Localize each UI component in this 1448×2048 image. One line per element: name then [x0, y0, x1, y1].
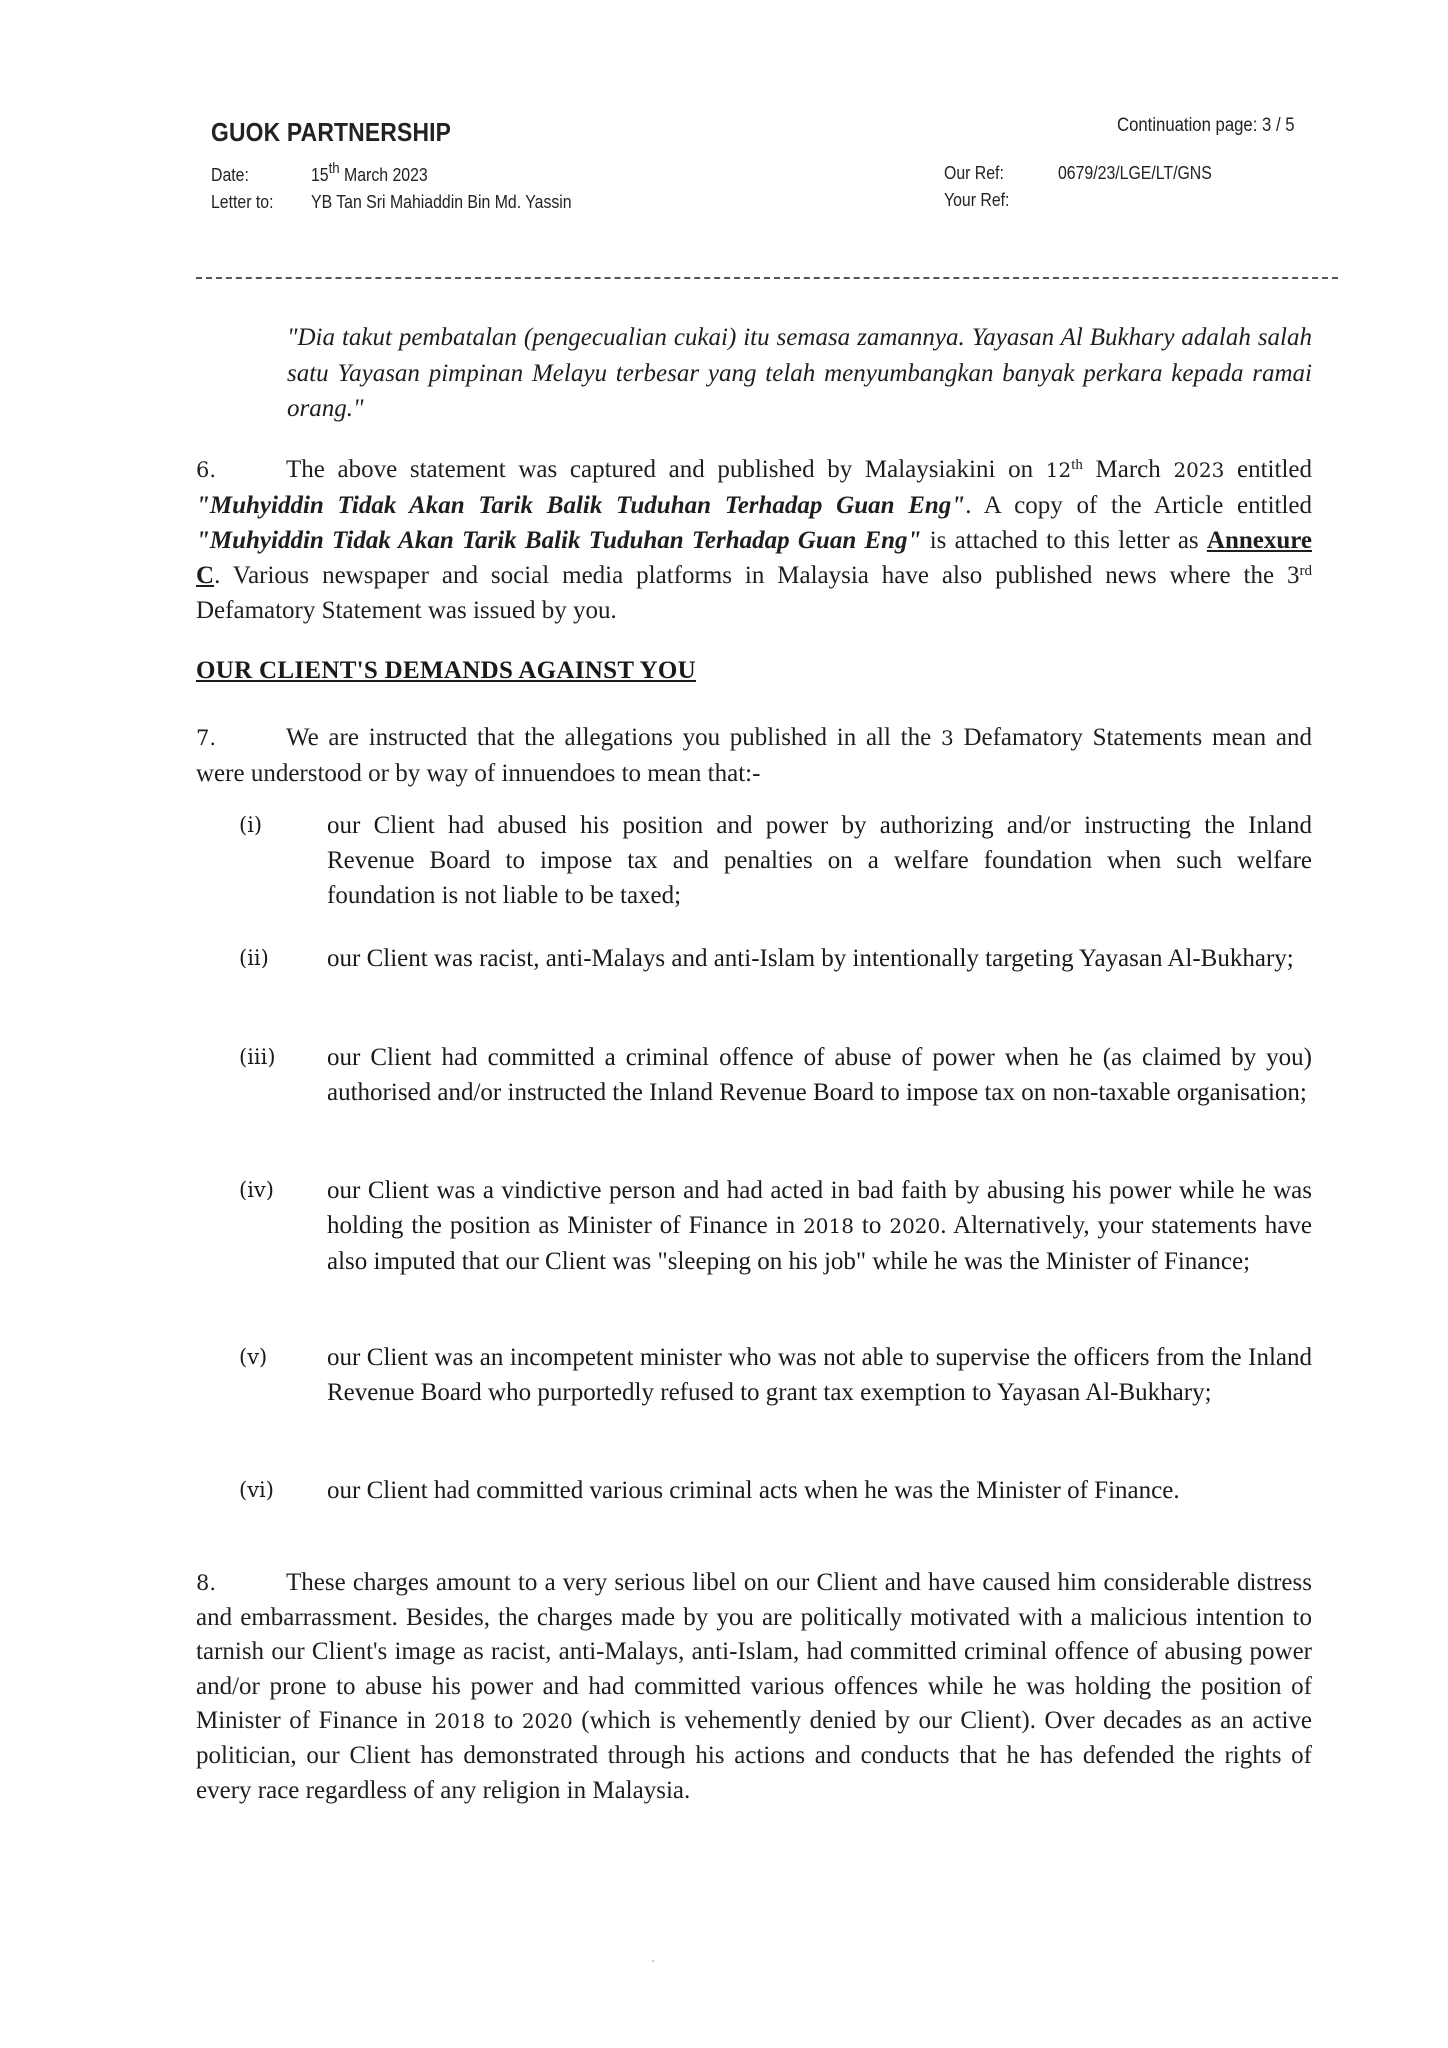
continuation-page: Continuation page: 3 / 5	[1117, 115, 1295, 136]
paragraph-number: 8.	[196, 1571, 217, 1595]
item-text: our Client had committed a criminal offence of abuse of power when he (as claimed by you) authorised and/or instructed the Inland Revenue Board to impose tax on non-taxable organisation;	[327, 1044, 1312, 1106]
item-text: our Client had abused his position and power by authorizing and/or instructing the Inland Revenue Board to impose tax and penalties on a welfare foundation when such welfare foundation is not liable to be taxed;	[327, 812, 1312, 909]
ordinal-suffix: rd	[1299, 563, 1312, 579]
firm-name: GUOK PARTNERSHIP	[211, 117, 452, 147]
paragraph-text: March	[1082, 456, 1174, 483]
article-title: "Muhyiddin Tidak Akan Tarik Balik Tuduhan Terhadap Guan Eng"	[196, 527, 922, 554]
paragraph-text: to	[485, 1707, 522, 1735]
year-end: 2020	[889, 1214, 941, 1238]
item-numeral: (ii)	[239, 946, 269, 970]
paragraph-text: We are instructed that the allegations you published in all the	[286, 724, 941, 751]
paragraph-text: . Various newspaper and social media platforms in Malaysia have also published news where the	[214, 562, 1287, 589]
paragraph-number: 7.	[196, 726, 217, 750]
publish-day-suffix: th	[1071, 457, 1083, 473]
header-divider	[196, 277, 1338, 279]
date-day: 15	[311, 165, 329, 185]
item-text-part: our Client was a vindictive person and had acted in bad faith by abusing his power while he was holding the position as Minister of Finance in	[327, 1177, 1312, 1239]
publish-day: 12	[1045, 458, 1072, 482]
item-text: our Client was racist, anti-Malays and anti-Islam by intentionally targeting Yayasan Al-Bukhary;	[327, 945, 1294, 972]
item-text	[327, 1173, 1312, 1279]
paragraph-text: entitled	[1224, 456, 1312, 483]
paragraph-8	[196, 1566, 1312, 1808]
year-start: 2018	[803, 1214, 854, 1238]
ordinal-number: 3	[1287, 562, 1300, 589]
item-numeral: (i)	[239, 813, 263, 837]
paragraph-6	[196, 452, 1312, 628]
paragraph-text: Defamatory Statement was issued by you.	[196, 597, 617, 624]
section-heading: OUR CLIENT'S DEMANDS AGAINST YOU	[196, 657, 696, 684]
date-rest: March 2023	[339, 165, 428, 185]
paragraph-text: These charges amount to a very serious libel on our Client and have caused him considerable distress and embarrassment. Besides, the charges made by you are politically motivated with a malicious intention to tarnish our Client's image as racist, anti-Malays, anti-Islam, had committed criminal offence of abusing power and/or prone to abuse his power and had committed various offences while he was holding the position of Minister of Finance in	[196, 1569, 1312, 1735]
item-text: our Client had committed various criminal acts when he was the Minister of Finance.	[327, 1477, 1180, 1504]
letter-to-label: Letter to:	[211, 192, 274, 212]
your-ref-label: Your Ref:	[944, 190, 1010, 210]
item-numeral: (iii)	[239, 1045, 276, 1069]
year-end: 2020	[521, 1709, 573, 1734]
paragraph-7	[196, 720, 1312, 791]
paragraph-text: . A copy of the Article entitled	[965, 492, 1313, 519]
article-title: "Muhyiddin Tidak Akan Tarik Balik Tuduhan Terhadap Guan Eng"	[196, 492, 966, 519]
paragraph-text: The above statement was captured and published by Malaysiakini on	[286, 456, 1046, 483]
quoted-statement: "Dia takut pembatalan (pengecualian cukai) itu semasa zamannya. Yayasan Al Bukhary adalah salah satu Yayasan pimpinan Melayu terbesar yang telah menyumbangkan banyak perkara kepada ramai orang."	[287, 324, 1312, 422]
paragraph-number: 6.	[196, 458, 217, 482]
item-text: our Client was an incompetent minister who was not able to supervise the officers from the Inland Revenue Board who purportedly refused to grant tax exemption to Yayasan Al-Bukhary;	[327, 1344, 1312, 1406]
paragraph-text: is attached to this letter as	[921, 527, 1207, 554]
paragraph-text: (which is vehemently denied by our Client). Over decades as an active politician, our Client has demonstrated through his actions and conducts that he has defended the rights of every race regardless of any religion in Malaysia.	[196, 1707, 1312, 1804]
our-ref-value: 0679/23/LGE/LT/GNS	[1058, 163, 1212, 183]
date-label: Date:	[211, 165, 249, 185]
item-text-part: . Alternatively, your statements have also imputed that our Client was "sleeping on his job" while he was the Minister of Finance;	[327, 1212, 1312, 1275]
item-numeral: (vi)	[239, 1478, 274, 1502]
item-numeral: (v)	[239, 1345, 268, 1369]
year-start: 2018	[434, 1709, 486, 1734]
date-suffix: th	[328, 160, 340, 177]
publish-year: 2023	[1173, 458, 1225, 482]
annexure-reference: Annexure C	[196, 527, 1313, 589]
item-text-part: to	[853, 1212, 890, 1239]
our-ref-label: Our Ref:	[944, 163, 1004, 183]
date-value	[311, 160, 428, 185]
scan-speck	[652, 1960, 654, 1962]
item-numeral: (iv)	[239, 1178, 274, 1202]
statement-count: 3	[940, 726, 954, 750]
paragraph-text: Defamatory Statements mean and were understood or by way of innuendoes to mean that:-	[196, 724, 1312, 787]
letter-to-value: YB Tan Sri Mahiaddin Bin Md. Yassin	[311, 192, 572, 212]
